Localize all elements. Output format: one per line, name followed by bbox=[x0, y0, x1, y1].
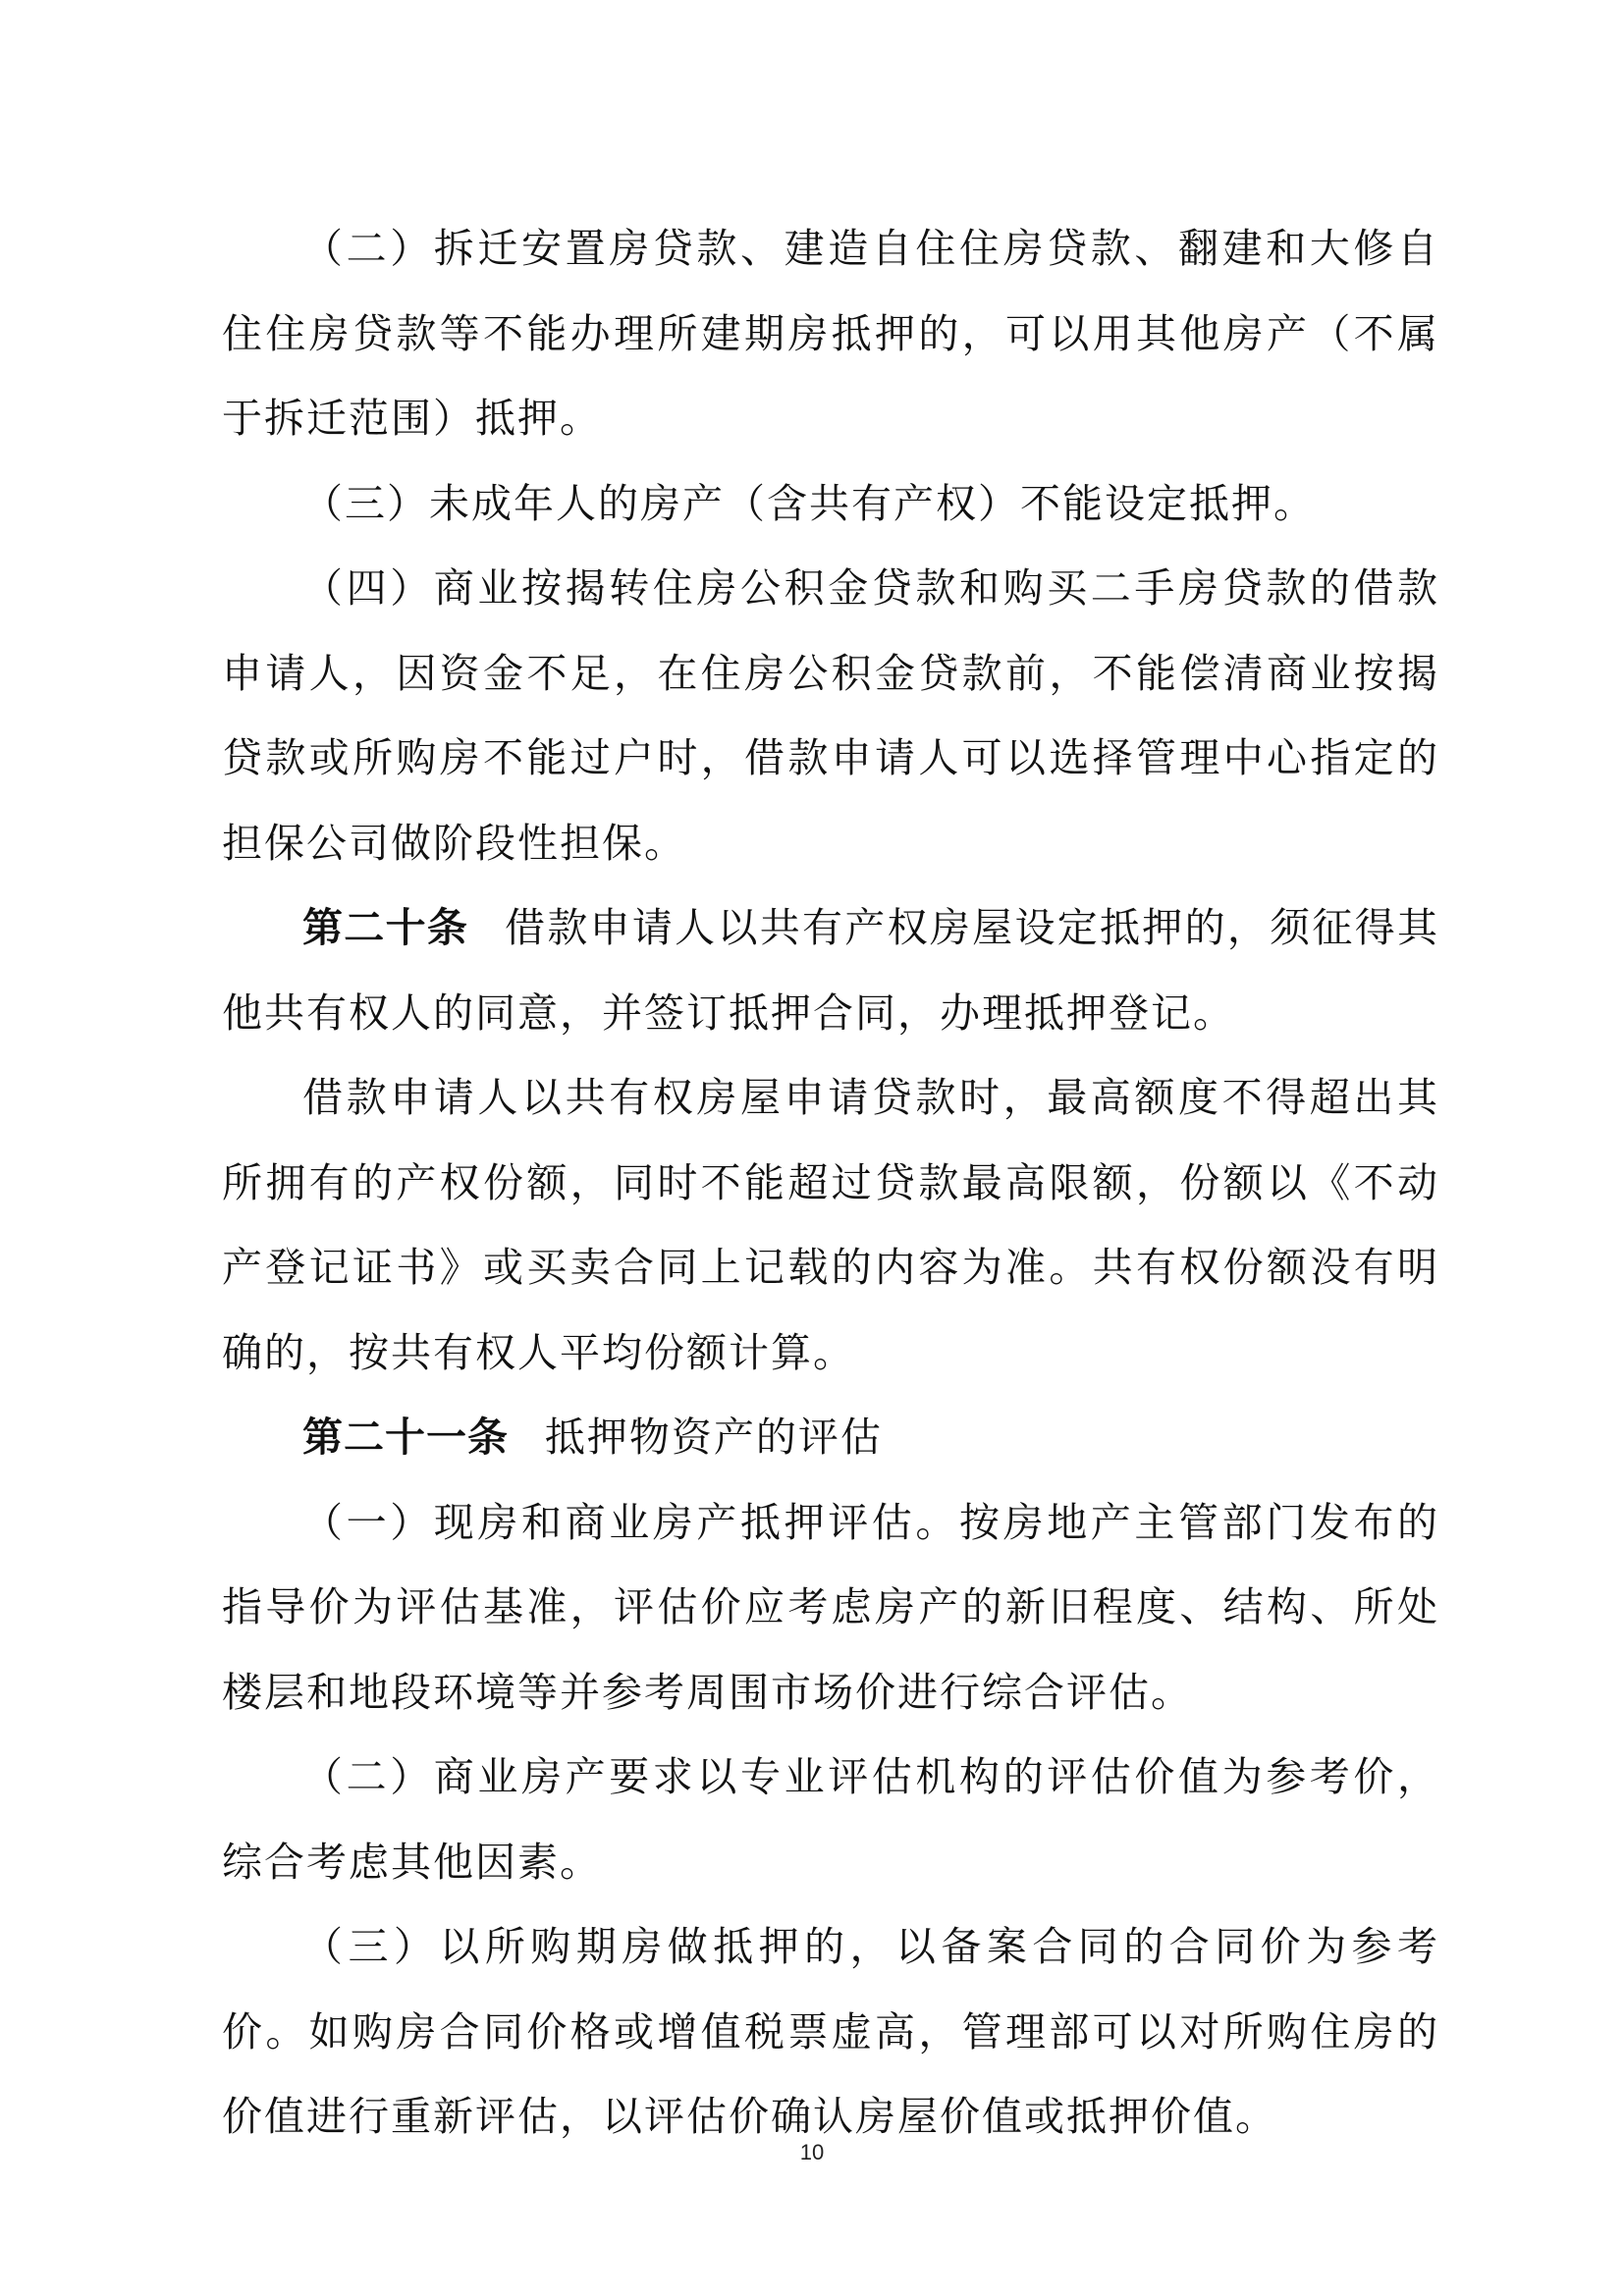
paragraph-9-text: （三）以所购期房做抵押的，以备案合同的合同价为参考价。如购房合同价格或增值税票虚高，管理部可以对所购住房的价值进行重新评估，以评估价确认房屋价值或抵押价值。 bbox=[222, 1923, 1439, 2140]
paragraph-7 bbox=[222, 1480, 1439, 1735]
paragraph-4-text: 借款申请人以共有产权房屋设定抵押的，须征得其他共有权人的同意，并签订抵押合同，办理抵押登记。 bbox=[222, 904, 1440, 1037]
document-body bbox=[222, 206, 1439, 2160]
article-21-heading: 第二十一条 bbox=[302, 1414, 509, 1461]
paragraph-5 bbox=[222, 1055, 1439, 1395]
paragraph-7-text: （一）现房和商业房产抵押评估。按房地产主管部门发布的指导价为评估基准，评估价应考虑房产的新旧程度、结构、所处楼层和地段环境等并参考周围市场价进行综合评估。 bbox=[222, 1498, 1439, 1716]
paragraph-8 bbox=[222, 1735, 1439, 1904]
paragraph-1 bbox=[222, 206, 1439, 461]
paragraph-3 bbox=[222, 546, 1439, 885]
paragraph-5-text: 借款申请人以共有权房屋申请贷款时，最高额度不得超出其所拥有的产权份额，同时不能超过贷款最高限额，份额以《不动产登记证书》或买卖合同上记载的内容为准。共有权份额没有明确的，按共有权人平均份额计算。 bbox=[222, 1074, 1439, 1376]
article-20-heading: 第二十条 bbox=[302, 904, 469, 951]
page-number: 10 bbox=[799, 2140, 825, 2164]
paragraph-6-text: 抵押物资产的评估 bbox=[544, 1414, 883, 1461]
paragraph-1-text: （二）拆迁安置房贷款、建造自住住房贷款、翻建和大修自住住房贷款等不能办理所建期房抵押的，可以用其他房产（不属于拆迁范围）抵押。 bbox=[222, 225, 1439, 442]
paragraph-8-text: （二）商业房产要求以专业评估机构的评估价值为参考价，综合考虑其他因素。 bbox=[222, 1753, 1439, 1886]
paragraph-3-text: （四）商业按揭转住房公积金贷款和购买二手房贷款的借款申请人，因资金不足，在住房公积金贷款前，不能偿清商业按揭贷款或所购房不能过户时，借款申请人可以选择管理中心指定的担保公司做阶段性担保。 bbox=[222, 564, 1439, 867]
paragraph-4 bbox=[222, 885, 1439, 1055]
paragraph-9 bbox=[222, 1904, 1439, 2160]
paragraph-6 bbox=[222, 1395, 1439, 1480]
paragraph-2 bbox=[222, 461, 1439, 547]
paragraph-2-text: （三）未成年人的房产（含共有产权）不能设定抵押。 bbox=[302, 479, 1316, 527]
